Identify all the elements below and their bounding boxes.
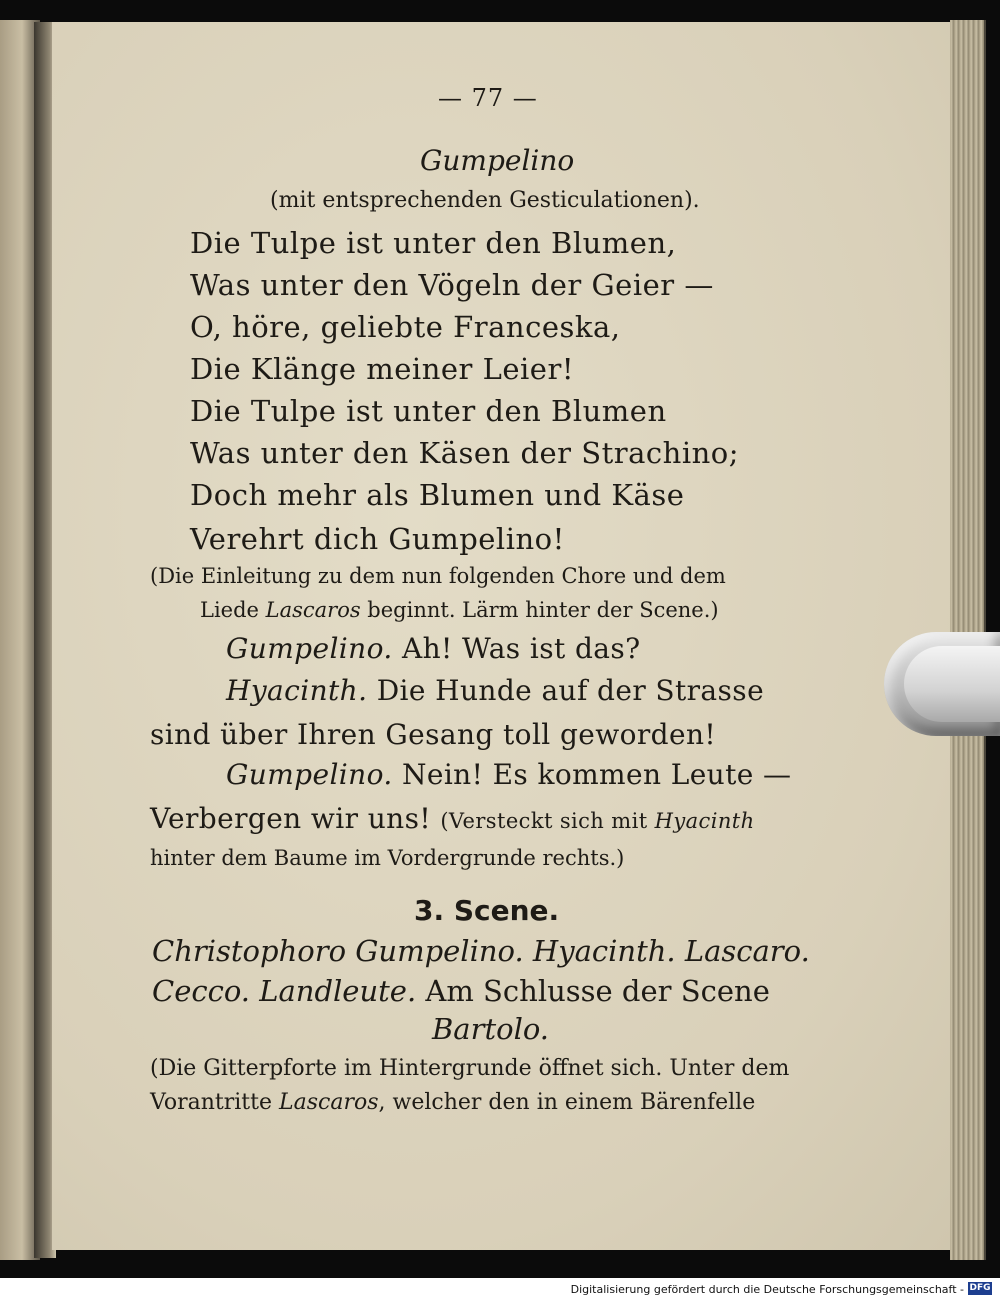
- dfg-logo: DFG: [969, 1283, 991, 1293]
- dialogue-line: sind über Ihren Gesang toll geworden!: [150, 718, 717, 751]
- stage-direction-line: [150, 1090, 755, 1115]
- dialogue-line: [226, 758, 791, 791]
- character-name: Gumpelino.: [226, 758, 393, 791]
- character-names: Cecco. Landleute.: [152, 974, 417, 1008]
- dialogue-line: [226, 632, 641, 665]
- stage-direction-line: (Die Gitterpforte im Hintergrunde öffnet sich. Unter dem: [150, 1056, 790, 1081]
- character-name: Lascaros: [265, 598, 361, 622]
- verse-line: Verehrt dich Gumpelino!: [190, 522, 565, 556]
- cast-list-line: [152, 974, 770, 1008]
- funding-notice: Digitalisierung gefördert durch die Deutsche Forschungsgemeinschaft -: [570, 1283, 964, 1296]
- dialogue-text: Nein! Es kommen Leute —: [392, 758, 792, 791]
- verse-line: Was unter den Käsen der Strachino;: [190, 436, 740, 470]
- cast-list-line: Bartolo.: [432, 1012, 550, 1046]
- dialogue-text: Die Hunde auf der Strasse: [367, 674, 765, 707]
- verse-line: Die Tulpe ist unter den Blumen: [190, 394, 667, 428]
- character-name: Hyacinth: [654, 809, 755, 833]
- verse-line: Die Klänge meiner Leier!: [190, 352, 574, 386]
- verse-line: Die Tulpe ist unter den Blumen,: [190, 226, 677, 260]
- dialogue-line: [150, 802, 755, 835]
- verse-line: Doch mehr als Blumen und Käse: [190, 478, 685, 512]
- dialogue-text: Ah! Was ist das?: [392, 632, 641, 665]
- stage-direction-line: (Die Einleitung zu dem nun folgenden Chore und dem: [150, 564, 726, 588]
- scene-heading: 3. Scene.: [414, 894, 560, 927]
- character-name: Lascaros: [279, 1090, 379, 1115]
- text-span: Liede: [200, 598, 266, 622]
- text-span: beginnt. Lärm hinter der Scene.): [360, 598, 719, 622]
- character-name: Gumpelino.: [226, 632, 393, 665]
- stage-direction-line: hinter dem Baume im Vordergrunde rechts.): [150, 846, 625, 870]
- dialogue-line: [226, 674, 764, 707]
- verse-line: Was unter den Vögeln der Geier —: [190, 268, 714, 302]
- inline-stage-direction: [440, 809, 754, 833]
- bookmark-clip-highlight: [904, 646, 1000, 722]
- character-name: Hyacinth.: [226, 674, 368, 707]
- speaker-heading: Gumpelino: [420, 144, 575, 177]
- cast-list-line: Christophoro Gumpelino. Hyacinth. Lascaro.: [152, 934, 810, 968]
- text-span: Am Schlusse der Scene: [416, 974, 770, 1008]
- page-number: — 77 —: [438, 84, 538, 112]
- text-span: , welcher den in einem Bärenfelle: [378, 1090, 756, 1115]
- text-span: (Versteckt sich mit: [440, 809, 655, 833]
- text-span: Vorantritte: [150, 1090, 280, 1115]
- stage-direction: (mit entsprechenden Gesticulationen).: [270, 188, 700, 213]
- dialogue-text: Verbergen wir uns!: [150, 802, 441, 835]
- verse-line: O, höre, geliebte Franceska,: [190, 310, 621, 344]
- stage-direction-line: [200, 598, 719, 622]
